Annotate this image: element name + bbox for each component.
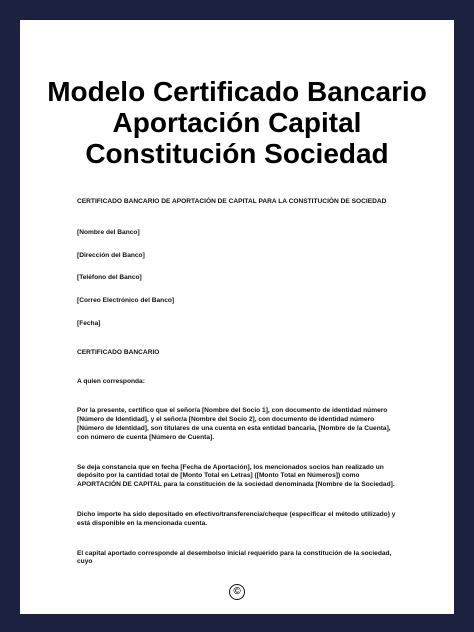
document-page (20, 20, 454, 614)
paragraph-deposit: Se deja constancia que en fecha [Fecha de Aportación], los mencionados socios han realizado un depósito por la cantidad total de [Monto Total en Letras] ([Monto Total en Números]) como APORTACIÓN DE CAPITAL para la constitución de la sociedad denominada [Nombre de la Sociedad]. (77, 463, 395, 489)
document-heading: CERTIFICADO BANCARIO DE APORTACIÓN DE CAPITAL PARA LA CONSTITUCIÓN DE SOCIEDAD (77, 198, 387, 205)
page-title (20, 76, 454, 169)
paragraph-account-holders: Por la presente, certifico que el señor/a [Nombre del Socio 1], con documento de identidad número [Número de Identidad], y el señor/a [Nombre del Socio 2], con documento de identidad número [Número de Identidad], son titulares de una cuenta en esta entidad bancaria, [Nombre de la Cuenta], con número de cuenta [Número de Cuenta]. (77, 407, 391, 441)
paragraph-payment-method: Dicho importe ha sido depositado en efectivo/transferencia/cheque (especificar el método utilizado) y está disponible en la mencionada cuenta. (77, 510, 396, 527)
field-bank-address: [Dirección del Banco] (77, 251, 145, 259)
document-body (77, 198, 399, 588)
field-date: [Fecha] (77, 319, 101, 327)
title-line-1: Modelo Certificado Bancario (47, 76, 427, 107)
field-bank-phone: [Teléfono del Banco] (77, 274, 142, 282)
field-bank-name: [Nombre del Banco] (77, 228, 140, 236)
copyright-icon: © (229, 584, 245, 600)
title-line-2: Aportación Capital (112, 107, 362, 138)
paragraph-capital-purpose: El capital aportado corresponde al desembolso inicial requerido para la constitución de la sociedad, cuyo (77, 549, 392, 566)
certificate-sub-heading: CERTIFICADO BANCARIO (77, 348, 160, 356)
salutation: A quien corresponda: (77, 377, 145, 385)
field-bank-email: [Correo Electrónico del Banco] (77, 297, 175, 305)
title-line-3: Constitución Sociedad (85, 138, 389, 169)
